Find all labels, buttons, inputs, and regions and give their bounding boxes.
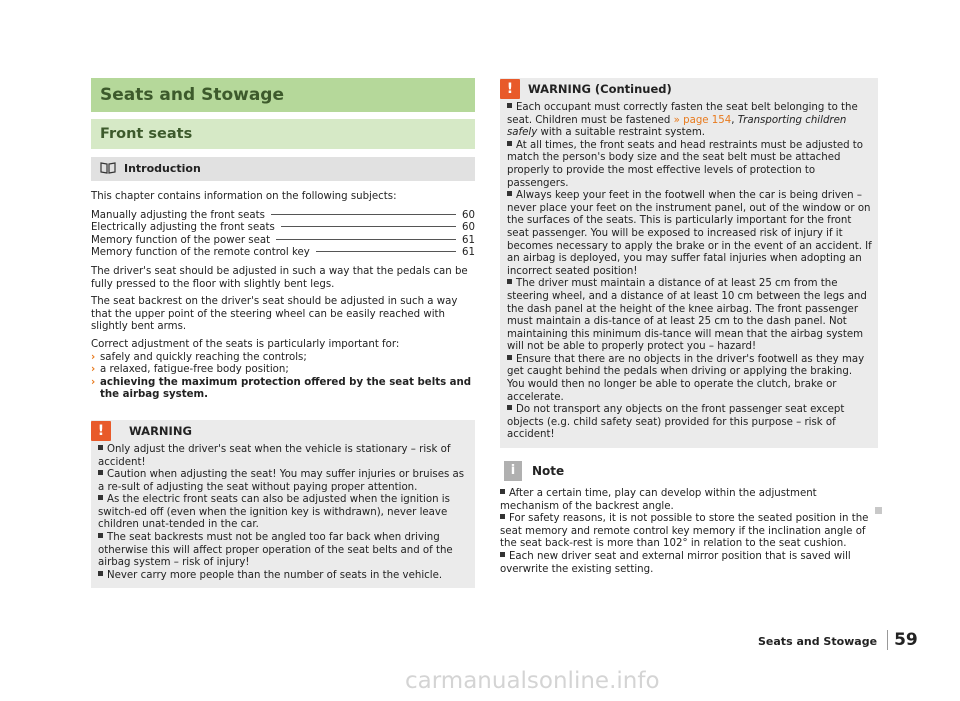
warning-header (91, 420, 475, 442)
toc-row[interactable] (91, 247, 475, 260)
warning-continued-body (500, 100, 878, 442)
warning-item: Always keep your feet in the footwell when the car is being driven – never place your feet on the instrument panel, out of the window or on the surfaces of the seats. This is particularly important for the front seat passenger. You will be exposed to increased risk of injury if it becomes necessary to apply the brake or in the event of an accident. If an airbag is deployed, you may suffer fatal injuries when adopting an incorrect seated position! (507, 190, 872, 277)
note-item: Each new driver seat and external mirror position that is saved will overwrite the existing setting. (500, 551, 851, 575)
warning-item: Only adjust the driver's seat when the vehicle is stationary – risk of accident! (98, 443, 451, 468)
introduction-title: Introduction (124, 162, 201, 175)
warning-continued-header (500, 78, 878, 100)
toc-label: Memory function of the remote control key (91, 247, 310, 259)
toc-page: 60 (462, 222, 475, 234)
note-title: Note (532, 463, 565, 478)
adjustment-list (91, 352, 475, 402)
toc-row[interactable] (91, 235, 475, 248)
note-item: After a certain time, play can develop within the adjustment mechanism of the backrest angle. (500, 488, 817, 512)
book-icon (100, 159, 116, 183)
footer-label: Seats and Stowage (758, 635, 878, 648)
note-item: For safety reasons, it is not possible to store the seated position in the seat memory and remote control key memory if the inclination angle of the seat back-rest is more than 102° in relation to the seat cushion. (500, 513, 869, 550)
toc-page: 61 (462, 234, 475, 246)
warning-continued-title: WARNING (Continued) (528, 81, 672, 96)
arrow-icon: › (91, 364, 96, 376)
arrow-icon: › (91, 376, 96, 388)
toc-row[interactable] (91, 210, 475, 223)
right-column (500, 78, 878, 576)
warning-item: Do not transport any objects on the front passenger seat except objects (e.g. child safety seat) provided for this purpose – risk of accident! (507, 404, 845, 441)
paragraph: The seat backrest on the driver's seat should be adjusted in such a way that the upper point of the steering wheel can be easily reached with slightly bent arms. (91, 296, 458, 333)
list-item: › a relaxed, fatigue-free body position; (91, 364, 289, 376)
warning-item: Each occupant must correctly fasten the seat belt belonging to the seat. Children must be fastened » page 154, Transporting children safely with a suitable restraint system. (507, 102, 858, 139)
warning-icon: ! (500, 79, 520, 99)
page-footer (758, 630, 918, 650)
page-link[interactable]: » page 154 (673, 114, 732, 126)
warning-item: Caution when adjusting the seat! You may suffer injuries or bruises as a re-sult of adjusting the seat without paying proper attention. (98, 469, 465, 493)
toc-page: 60 (462, 209, 475, 221)
arrow-icon: › (91, 351, 96, 363)
warning-box (91, 420, 475, 589)
warning-item: The driver must maintain a distance of at least 25 cm from the steering wheel, and a distance of at least 10 cm between the legs and the dash panel at the height of the knee airbag. The front passenger must maintain a dis-tance of at least 25 cm to the dash panel. Not maintaining this minimum dis-tance will mean that the airbag system will not be able to properly protect you – hazard! (507, 278, 867, 353)
note-body (500, 488, 878, 576)
list-item: › achieving the maximum protection offered by the seat belts and the airbag system. (91, 376, 472, 401)
warning-item: The seat backrests must not be angled too far back when driving otherwise this will affect proper operation of the seat belts and of the airbag system – risk of injury! (98, 532, 453, 569)
paragraph: Correct adjustment of the seats is particularly important for: (91, 338, 400, 350)
warning-body (91, 442, 475, 583)
warning-icon: ! (91, 421, 111, 441)
warning-item: Never carry more people than the number of seats in the vehicle. (98, 570, 469, 583)
introduction-header (91, 157, 475, 181)
intro-text: This chapter contains information on the following subjects: (91, 191, 397, 202)
warning-item: As the electric front seats can also be adjusted when the ignition is switch-ed off (even when the ignition key is withdrawn), never leave children unat-tended in the car. (98, 494, 450, 531)
toc-label: Electrically adjusting the front seats (91, 222, 275, 234)
page-number: 59 (887, 630, 918, 650)
toc-list (91, 210, 475, 260)
warning-item: Ensure that there are no objects in the driver's footwell as they may get caught behind the pedals when driving or applying the braking. You would then no longer be able to operate the clutch, brake or accelerate. (507, 353, 865, 403)
toc-row[interactable] (91, 222, 475, 235)
paragraph: The driver's seat should be adjusted in such a way that the pedals can be fully pressed to the floor with slightly bent legs. (91, 265, 468, 290)
chapter-title: Seats and Stowage (91, 78, 475, 112)
section-end-marker (875, 507, 882, 514)
warning-title: WARNING (129, 423, 192, 438)
toc-page: 61 (462, 247, 475, 259)
watermark: carmanualsonline.info (405, 668, 660, 694)
info-icon: i (504, 461, 522, 481)
warning-item: At all times, the front seats and head restraints must be adjusted to match the person's body size and the seat belt must be attached properly to provide the most effective levels of protection to passengers. (507, 139, 864, 189)
toc-label: Manually adjusting the front seats (91, 209, 265, 221)
section-title: Front seats (91, 119, 475, 149)
warning-continued-box (500, 78, 878, 448)
note-header (500, 460, 878, 482)
list-item: › safely and quickly reaching the controls; (91, 351, 307, 363)
toc-label: Memory function of the power seat (91, 234, 271, 246)
left-column (91, 78, 475, 588)
